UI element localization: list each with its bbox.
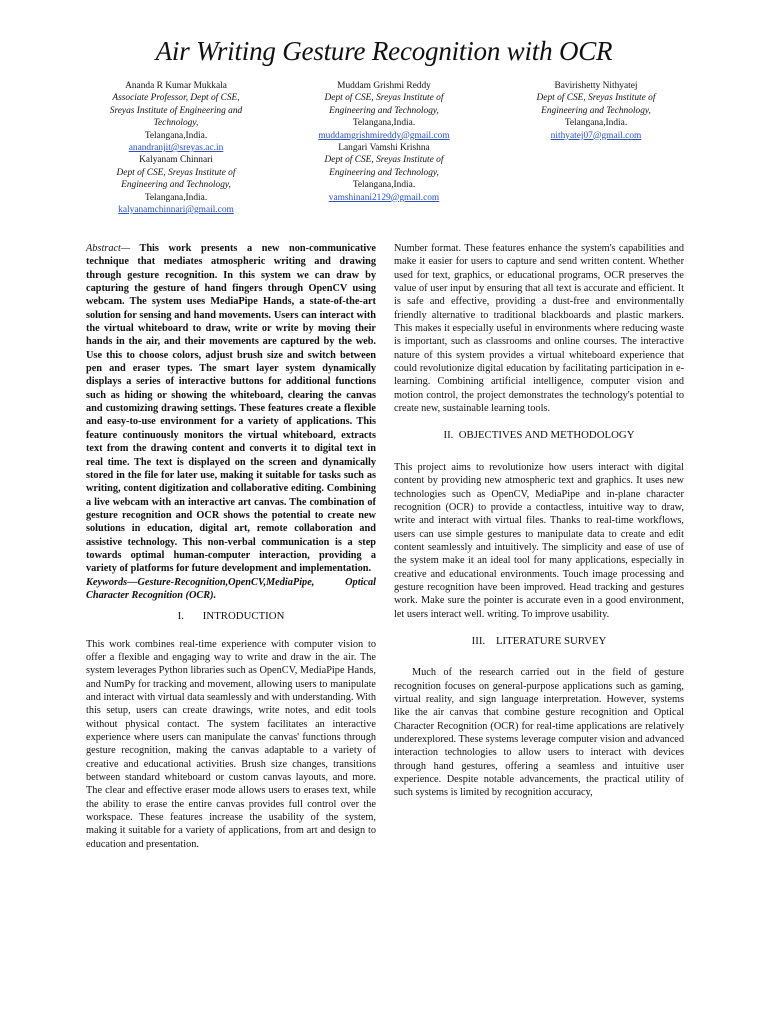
author-affiliation: Dept of CSE, Sreyas Institute of	[116, 167, 236, 178]
author-name: Kalyanam Chinnari	[139, 155, 213, 166]
author-affiliation: Dept of CSE, Sreyas Institute of	[324, 93, 444, 104]
author-affiliation: Engineering and Technology,	[541, 105, 651, 116]
author-affiliation: Technology,	[153, 118, 199, 129]
author-affiliation: Engineering and Technology,	[121, 180, 231, 191]
author-location: Telangana,India.	[352, 180, 416, 191]
author-block-1	[76, 80, 276, 216]
section-heading-objectives: II. OBJECTIVES AND METHODOLOGY	[443, 429, 635, 442]
author-affiliation: Dept of CSE, Sreyas Institute of	[536, 93, 656, 104]
author-email-link[interactable]: kalyanamchinnari@gmail.com	[118, 205, 234, 216]
abstract	[86, 242, 376, 576]
literature-text: Much of the research carried out in the field of gesture recognition focuses on general-purpose applications such as gaming, virtual reality, and sign language interpretation. However, systems like the air canvas that combine gesture recognition and Optical Character Recognition (OCR) for real-time applications are relatively underexplored. These systems leverage computer vision and advanced interaction technologies to allow users to interact with devices through hand gestures, offering a seamless and intuitive user experience. Despite notable advancements, the practical utility of such systems is limited by recognition accuracy,	[394, 667, 684, 799]
introduction-continued-text: Number format. These features enhance the system's capabilities and make it easier for users to capture and send written content. Whether used for text, graphics, or educational programs, OCR preserves the value of user input by ensuring that all text is accurate and efficient. It is safe and effective, providing a dust-free and environmentally friendly alternative to traditional blackboards and plastic markers. This makes it especially useful in environments where reducing waste is important, such as classrooms and online courses. The interactive nature of this system provides a virtual whiteboard experience that could revolutionize digital education by facilitating participation in e-learning. Combining artificial intelligence, computer vision and motion control, the project demonstrates the technology's potential to create new, sustainable learning tools.	[394, 243, 684, 415]
section-heading-literature: III. LITERATURE SURVEY	[471, 634, 607, 647]
author-email-link[interactable]: nithyatej07@gmail.com	[550, 130, 642, 141]
author-affiliation: Associate Professor, Dept of CSE,	[112, 93, 240, 104]
keywords: Keywords—Gesture-Recognition,OpenCV,MediaPipe, Optical Character Recognition (OCR).	[86, 576, 376, 601]
abstract-text: This work presents a new non-communicative technique that mediates atmospheric writing and drawing through gesture recognition. In this system we can draw by capturing the gesture of hand fingers through OpenCV using webcam. The system uses MediaPipe Hands, a state-of-the-art solution for sensing and hand movements. Users can interact with the virtual whiteboard to draw, write or write by moving their hands in the air, and their movements are captured by the web. Use this to choose colors, adjust brush size and switch between pen and eraser types. The smart layer system dynamically displays a series of interactive buttons for additional functions such as hiding or showing the whiteboard, clearing the canvas and customizing drawing settings. These features create a flexible and easy-to-use environment for a variety of applications. This feature continuously monitors the virtual whiteboard, extracts text from the drawing content and converts it to digital text in real time. The text is displayed on the screen and dynamically stored in the file for later use, making it suitable for tasks such as writing, content digitization and collaborative editing. Combining a live webcam with an interactive art canvas. The combination of gesture recognition and OCR shows the potential to create new solutions in education, digital art, remote collaboration and assistive technology. This non-verbal communication is a step towards optimal human-computer interaction, providing a variety of platforms for future development and implementation.	[86, 243, 376, 575]
left-column	[86, 242, 376, 851]
author-location: Telangana,India.	[144, 192, 208, 203]
author-block-3	[496, 80, 696, 142]
author-block-2	[284, 80, 484, 204]
author-affiliation: Sreyas Institute of Engineering and	[109, 105, 243, 116]
author-name: Langari Vamshi Krishna	[338, 143, 430, 154]
author-location: Telangana,India.	[564, 118, 628, 129]
author-affiliation: Engineering and Technology,	[329, 167, 439, 178]
author-location: Telangana,India.	[144, 130, 208, 141]
objectives-text: This project aims to revolutionize how users interact with digital content by providing new atmospheric text and graphics. It uses new technologies such as OpenCV, MediaPipe and in-plane character recognition (OCR) to provide a contactless, intuitive way to draw, write and interact with virtual files. Thanks to real-time workflows, users can use simple gestures to manipulate data to create and edit content seamlessly and intuitively. The simplicity and ease of use of the system make it an ideal tool for many applications, especially in creative and educational environments. Touch image processing and gesture recognition have been improved. Head tracking and gestures work. Make sure the pointer is accurate even in a good environment, let users interact well. writing. To improve usability.	[394, 461, 684, 620]
author-affiliation: Dept of CSE, Sreyas Institute of	[324, 155, 444, 166]
section-heading-introduction: I. INTRODUCTION	[177, 610, 285, 623]
author-email-link[interactable]: anandranjit@sreyas.ac.in	[128, 143, 224, 154]
introduction-text: This work combines real-time experience with computer vision to offer a flexible and engaging way to write and draw in the air. The system leverages Python libraries such as OpenCV, MediaPipe Hands, and NumPy for tracking and movement, allowing users to manipulate and interact with virtual data seamlessly and with understanding. With this setup, users can create drawings, write notes, and edit tools without physical contact. The system facilitates an interactive experience where users can manipulate the canvas' functions through gesture recognition, making the canvas adaptable to a variety of creative and educational activities. Brush size changes, transitions between standard whiteboard or custom canvas layouts, and more. The clear and effective eraser mode allows users to erases text, while the ability to erase the entire canvas provides full control over the workspace. These features increase the usability of the system, making it suitable for a variety of applications, from art and design to education and presentation.	[86, 638, 376, 850]
paper-title: Air Writing Gesture Recognition with OCR	[155, 36, 613, 66]
right-column	[394, 242, 684, 800]
author-email-link[interactable]: muddamgrishmireddy@gmail.com	[318, 130, 450, 141]
author-name: Ananda R Kumar Mukkala	[125, 81, 227, 91]
author-name: Bavirishetty Nithyatej	[554, 81, 638, 91]
author-name: Muddam Grishmi Reddy	[337, 81, 431, 91]
author-location: Telangana,India.	[352, 118, 416, 129]
author-email-link[interactable]: vamshinani2129@gmail.com	[328, 192, 440, 203]
abstract-label: Abstract—	[86, 243, 131, 254]
author-affiliation: Engineering and Technology,	[329, 105, 439, 116]
